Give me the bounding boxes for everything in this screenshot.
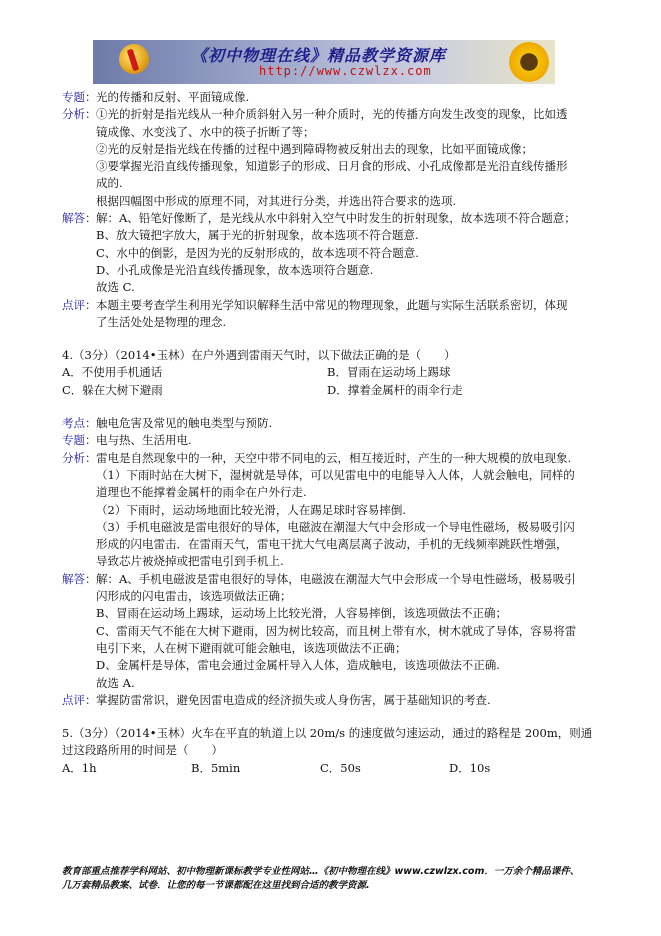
- banner-url[interactable]: http://www.czwlzx.com: [259, 64, 432, 78]
- q4-analysis: 分析： 雷电是自然现象中的一种，天空中带不同电的云，相互接近时，产生的一种大规模的放电现象. （1）下雨时站在大树下，湿树就是导体，可以见雷电中的电能导入人体，人就会触电，同样的 道理也不能撑着金属杆的雨伞在户外行走. （2）下雨时，运动场地面比较光滑，人在踢足球时容易摔倒. （3）手机电磁波是雷电很好的导体，电磁波在潮湿大气中会形成一个导电性磁场，极易吸引闪 形成的闪电雷击．在雷雨天气，雷电干扰大气电离层离子波动，手机的无线频率跳跃性增强， 导致芯片被烧掉或把雷电引到手机上.: [62, 450, 575, 569]
- sunflower-icon: [509, 42, 549, 82]
- q5-option-a: A．1h: [62, 760, 97, 775]
- q4-topic: 专题： 电与热、生活用电.: [62, 433, 192, 448]
- q3-topic: 专题： 光的传播和反射、平面镜成像.: [62, 90, 250, 104]
- q4-option-d: D．撑着金属杆的雨伞行走: [327, 382, 463, 397]
- q5-option-c: C．50s: [320, 760, 361, 775]
- q3-analysis: 分析： ①光的折射是指光线从一种介质斜射入另一种介质时，光的传播方向发生改变的现象，比如透 镜成像、水变浅了、水中的筷子折断了等； ②光的反射是指光线在传播的过程中遇到障碍物被反射出去的现象，比如平面镜成像； ③要掌握光沿直线传播现象，知道影子的形成、日月食的形成、小孔成像都是光沿直线传播形 成的. 根据四幅图中形成的原理不同，对其进行分类，并选出符合要求的选项.: [62, 107, 568, 208]
- q4-option-b: B．冒雨在运动场上踢球: [327, 365, 451, 380]
- page-footer: 教育部重点推荐学科网站、初中物理新课标教学专业性网站…《初中物理在线》www.czwlzx.com．一万余个精品课件、 几万套精品教案、试卷．让您的每一节课都配在这里找到合适的教学资源.: [62, 866, 580, 891]
- q4-option-c: C．躲在大树下避雨: [62, 382, 163, 397]
- q4-option-a: A．不使用手机通话: [62, 365, 163, 380]
- banner-title: 《初中物理在线》精品教学资源库: [191, 46, 447, 65]
- q4-options: [62, 364, 602, 399]
- q3-answer: 解答： 解：A、铅笔好像断了，是光线从水中斜射入空气中时发生的折射现象，故本选项不符合题意； B、放大镜把字放大，属于光的折射现象，故本选项不符合题意. C、水中的倒影，是因为光的反射形成的，故本选项不符合题意. D、小孔成像是光沿直线传播现象，故本选项符合题意. 故选 C.: [62, 211, 576, 295]
- document-body: [62, 89, 602, 777]
- q5-option-b: B．5min: [191, 760, 241, 775]
- q4-point: 考点： 触电危害及常见的触电类型与预防.: [62, 416, 273, 431]
- q5-options: [62, 760, 602, 777]
- q5-stem: 5.（3分）（2014•玉林）火车在平直的轨道上以 20m/s 的速度做匀速运动，通过的路程是 200m，则通 过这段路所用的时间是（ ）: [62, 726, 593, 758]
- q5-option-d: D．10s: [449, 760, 491, 775]
- q4-stem: 4.（3分）（2014•玉林）在户外遇到雷雨天气时，以下做法正确的是（ ）: [62, 348, 456, 363]
- site-logo-icon: [119, 44, 149, 74]
- header-banner: [93, 40, 555, 84]
- q4-comment: 点评： 掌握防雷常识，避免因雷电造成的经济损失或人身伤害，属于基础知识的考查.: [62, 692, 491, 707]
- q4-answer: 解答： 解：A、手机电磁波是雷电很好的导体，电磁波在潮湿大气中会形成一个导电性磁场，极易吸引 闪形成的闪电雷击，该选项做法正确； B、冒雨在运动场上踢球，运动场上比较光滑，人容易摔倒，该选项做法不正确； C、雷雨天气不能在大树下避雨，因为树比较高，而且树上带有水，树木就成了导体，容易将雷 电引下来，人在树下避雨就可能会触电，该选项做法不正确； D、金属杆是导体，雷电会通过金属杆导入人体，造成触电，该选项做法不正确. 故选 A.: [62, 571, 577, 690]
- q3-comment: 点评： 本题主要考查学生利用光学知识解释生活中常见的物理现象，此题与实际生活联系密切，体现 了生活处处是物理的理念.: [62, 297, 568, 329]
